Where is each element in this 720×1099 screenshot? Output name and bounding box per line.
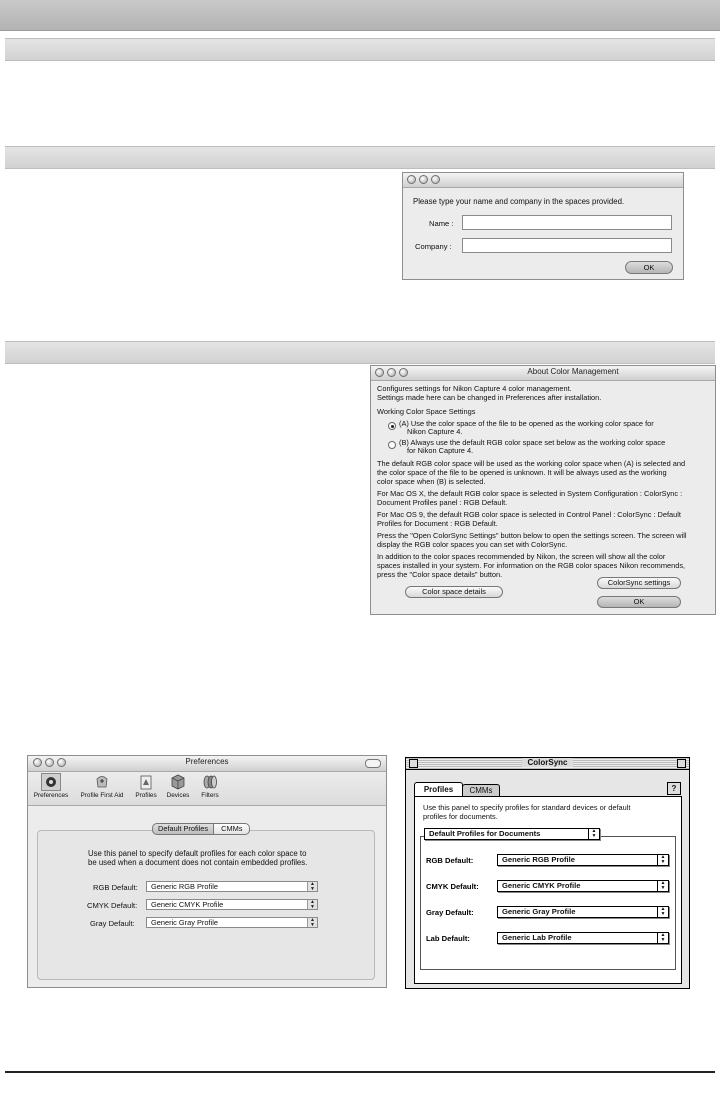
description-line-2: profiles for documents. (423, 812, 498, 821)
lab-default-popup[interactable] (497, 932, 669, 944)
tab-default-profiles[interactable]: Default Profiles (152, 823, 214, 835)
toolbar-label: Filters (201, 792, 219, 799)
toolbar-filters[interactable] (195, 773, 225, 799)
page-header-bar (0, 0, 720, 31)
filters-icon (201, 773, 219, 791)
close-window-button[interactable] (407, 175, 416, 184)
registration-prompt: Please type your name and company in the spaces provided. (413, 197, 625, 206)
company-label: Company : (415, 242, 452, 251)
cmyk-default-popup[interactable] (497, 880, 669, 892)
osx-para-line-2: Document Profiles panel : RGB Default. (377, 498, 508, 507)
dialog-title: About Color Management (527, 367, 619, 376)
rgb-default-value: Generic RGB Profile (151, 882, 218, 891)
description-line-1: Use this panel to specify default profiles for each color space to (88, 849, 307, 858)
popup-arrows-icon: ▲ ▼ (307, 900, 317, 909)
rgb-default-label: RGB Default: (93, 883, 138, 892)
toolbar-devices[interactable] (162, 773, 194, 799)
ok-button[interactable]: OK (597, 596, 681, 608)
rgb-default-label: RGB Default: (426, 856, 474, 865)
color-space-details-button[interactable]: Color space details (405, 586, 503, 598)
option-a-line-2: Nikon Capture 4. (407, 427, 463, 436)
dialog-titlebar (371, 366, 715, 381)
colorsync-prefs-icon (41, 773, 61, 791)
devices-icon (169, 773, 187, 791)
window-titlebar (406, 758, 689, 770)
section-bar-3 (5, 341, 715, 364)
close-box[interactable] (409, 759, 418, 768)
osx-para-line-1: For Mac OS X, the default RGB color space is selected in System Configuration : ColorSync : (377, 489, 683, 498)
tab-cmms[interactable]: CMMs (462, 784, 500, 797)
first-aid-icon (93, 773, 111, 791)
rgb-default-popup[interactable] (146, 881, 318, 892)
close-window-button[interactable] (375, 368, 384, 377)
popup-arrows-icon: ▲ ▼ (657, 933, 668, 943)
zoom-window-button[interactable] (431, 175, 440, 184)
minimize-window-button[interactable] (419, 175, 428, 184)
popup-arrows-icon: ▲ ▼ (307, 918, 317, 927)
name-label: Name : (429, 219, 454, 228)
option-a-line-1: (A) Use the color space of the file to be opened as the working color space for (399, 419, 654, 428)
minimize-window-button[interactable] (387, 368, 396, 377)
gray-default-label: Gray Default: (426, 908, 474, 917)
os9-para-line-1: For Mac OS 9, the default RGB color space is selected in Control Panel : ColorSync : Default (377, 510, 681, 519)
addition-para-line-3: press the "Color space details" button. (377, 570, 503, 579)
footer-rule (5, 1071, 715, 1073)
name-input[interactable] (462, 215, 672, 230)
rgb-default-popup[interactable] (497, 854, 669, 866)
gray-default-value: Generic Gray Profile (151, 918, 218, 927)
option-b-line-1: (B) Always use the default RGB color space set below as the working color space (399, 438, 666, 447)
os9-para-line-2: Profiles for Document : RGB Default. (377, 519, 498, 528)
tab-profiles[interactable]: Profiles (414, 782, 463, 797)
toolbar-toggle-button[interactable] (365, 759, 381, 768)
color-management-dialog (370, 365, 716, 615)
cmyk-default-label: CMYK Default: (87, 901, 138, 910)
lab-default-label: Lab Default: (426, 934, 470, 943)
popup-arrows-icon: ▲ ▼ (588, 829, 599, 839)
gray-default-popup[interactable] (497, 906, 669, 918)
toolbar (28, 772, 386, 806)
toolbar-label: Preferences (33, 792, 69, 799)
gray-default-popup[interactable] (146, 917, 318, 928)
cmyk-default-popup[interactable] (146, 899, 318, 910)
rgb-default-value: Generic RGB Profile (502, 855, 576, 864)
preferences-window (27, 755, 387, 988)
default-para-line-2: the color space of the file to be opened is unknown. It will be always used as the working (377, 468, 667, 477)
press-para-line-2: display the RGB color spaces you can set with ColorSync. (377, 540, 568, 549)
working-space-heading: Working Color Space Settings (377, 407, 476, 416)
cmyk-default-label: CMYK Default: (426, 882, 479, 891)
description-line-2: be used when a document does not contain embedded profiles. (88, 858, 308, 867)
section-bar-2 (5, 146, 715, 169)
press-para-line-1: Press the "Open ColorSync Settings" button below to open the settings screen. The screen will (377, 531, 687, 540)
registration-dialog (402, 172, 684, 280)
colorsync-os9-window (405, 757, 690, 989)
toolbar-label: Profiles (135, 792, 157, 799)
default-para-line-3: color space when (B) is selected. (377, 477, 486, 486)
option-a-radio[interactable] (388, 422, 396, 430)
toolbar-profiles[interactable] (131, 773, 161, 799)
profile-set-value: Default Profiles for Documents (429, 829, 541, 838)
addition-para-line-1: In addition to the color spaces recommended by Nikon, the screen will show all the color (377, 552, 666, 561)
segmented-tabs (152, 823, 250, 835)
toolbar-profile-first-aid[interactable] (74, 773, 130, 799)
gray-default-label: Gray Default: (90, 919, 135, 928)
cmyk-default-value: Generic CMYK Profile (151, 900, 224, 909)
cmyk-default-value: Generic CMYK Profile (502, 881, 581, 890)
toolbar-label: Devices (166, 792, 190, 799)
popup-arrows-icon: ▲ ▼ (657, 907, 668, 917)
ok-button[interactable]: OK (625, 261, 673, 274)
option-b-line-2: for Nikon Capture 4. (407, 446, 474, 455)
zoom-window-button[interactable] (399, 368, 408, 377)
colorsync-settings-button[interactable]: ColorSync settings (597, 577, 681, 589)
section-bar-1 (5, 38, 715, 61)
description-line-1: Use this panel to specify profiles for standard devices or default (423, 803, 631, 812)
profile-set-popup[interactable] (424, 828, 600, 840)
popup-arrows-icon: ▲ ▼ (657, 881, 668, 891)
profiles-icon (137, 773, 155, 791)
company-input[interactable] (462, 238, 672, 253)
addition-para-line-2: spaces installed in your system. For information on the RGB color spaces Nikon recommends, (377, 561, 686, 570)
collapse-box[interactable] (677, 759, 686, 768)
toolbar-preferences[interactable] (31, 773, 71, 799)
dialog-titlebar (403, 173, 683, 188)
gray-default-value: Generic Gray Profile (502, 907, 576, 916)
intro-line-1: Configures settings for Nikon Capture 4 color management. (377, 384, 572, 393)
window-title: Preferences (185, 757, 229, 766)
toolbar-label: Profile First Aid (80, 792, 124, 799)
lab-default-value: Generic Lab Profile (502, 933, 572, 942)
popup-arrows-icon: ▲ ▼ (657, 855, 668, 865)
help-icon[interactable]: ? (667, 782, 681, 795)
window-title: ColorSync (522, 758, 572, 767)
default-para-line-1: The default RGB color space will be used as the working color space when (A) is selected and (377, 459, 686, 468)
tab-cmms[interactable]: CMMs (214, 823, 250, 835)
option-b-radio[interactable] (388, 441, 396, 449)
window-titlebar (28, 756, 386, 772)
intro-line-2: Settings made here can be changed in Preferences after installation. (377, 393, 602, 402)
popup-arrows-icon: ▲ ▼ (307, 882, 317, 891)
